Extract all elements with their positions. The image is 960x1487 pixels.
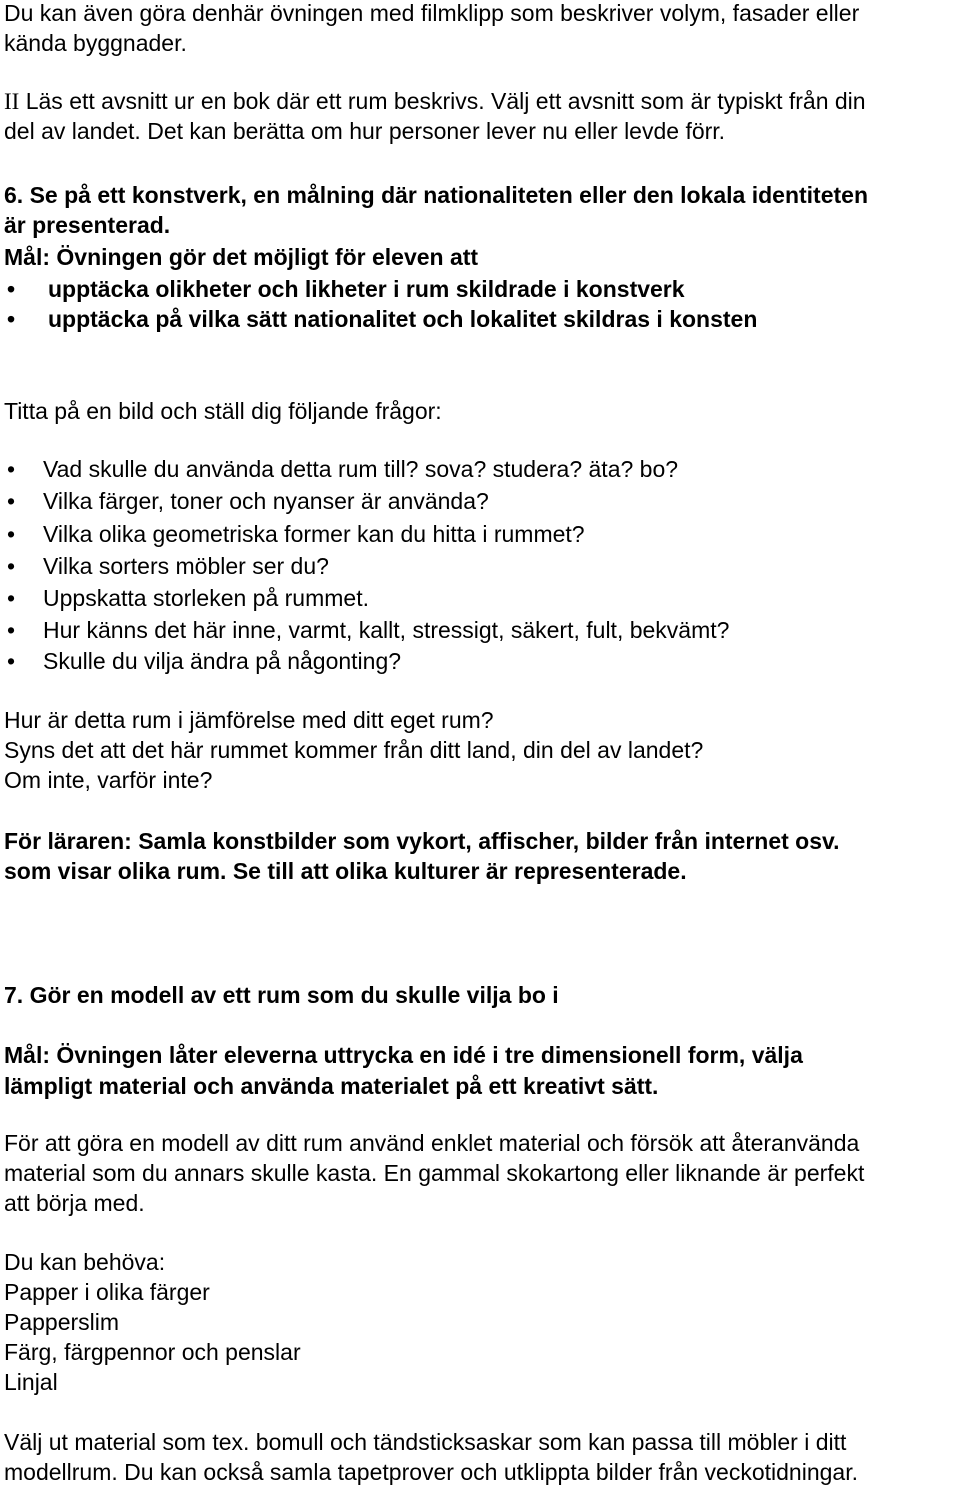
goal-bullet-text: upptäcka olikheter och likheter i rum skildrade i konstverk (48, 276, 685, 302)
question-text: Vilka färger, toner och nyanser är använda? (43, 488, 489, 514)
material-item-4: Linjal (4, 1369, 58, 1395)
question-text: Vad skulle du använda detta rum till? sova? studera? äta? bo? (43, 456, 679, 482)
question-text: Skulle du vilja ändra på någonting? (43, 648, 402, 674)
questions-prompt: Titta på en bild och ställ dig följande frågor: (4, 398, 442, 424)
bullet-icon: • (7, 648, 16, 674)
question-text: Hur känns det här inne, varmt, kallt, stressigt, säkert, fult, bekvämt? (43, 617, 730, 643)
intro-line-4: del av landet. Det kan berätta om hur personer lever nu eller levde förr. (4, 118, 726, 144)
question-text: Vilka sorters möbler ser du? (43, 553, 329, 579)
bullet-icon: • (7, 488, 16, 514)
teacher-note-line-1: För läraren: Samla konstbilder som vykort, affischer, bilder från internet osv. (4, 828, 840, 854)
closing-line-2: modellrum. Du kan också samla tapetprover och utklippta bilder från veckotidningar. (4, 1459, 858, 1485)
intro-line-3 (4, 86, 956, 117)
goal-bullet-text: upptäcka på vilka sätt nationalitet och lokalitet skildras i konsten (48, 306, 758, 332)
bullet-icon: • (7, 617, 16, 643)
section-6-goal: Mål: Övningen gör det möjligt för eleven att (4, 244, 479, 270)
question-text: Vilka olika geometriska former kan du hitta i rummet? (43, 521, 585, 547)
section-6-heading-line-1: 6. Se på ett konstverk, en målning där nationaliteten eller den lokala identiteten (4, 182, 869, 208)
bullet-icon: • (7, 585, 16, 611)
intro-line-2: kända byggnader. (4, 30, 187, 56)
bullet-icon: • (7, 456, 16, 482)
bullet-icon: • (7, 276, 16, 302)
instructions-line-3: att börja med. (4, 1190, 145, 1216)
compare-line-2: Syns det att det här rummet kommer från ditt land, din del av landet? (4, 737, 704, 763)
bullet-icon: • (7, 306, 16, 332)
section-6-heading-line-2: är presenterad. (4, 212, 171, 238)
closing-line-1: Välj ut material som tex. bomull och tändsticksaskar som kan passa till möbler i ditt (4, 1429, 847, 1455)
compare-line-1: Hur är detta rum i jämförelse med ditt eget rum? (4, 707, 494, 733)
material-item-3: Färg, färgpennor och penslar (4, 1339, 301, 1365)
compare-line-3: Om inte, varför inte? (4, 767, 213, 793)
section-7-goal-line-2: lämpligt material och använda materialet på ett kreativt sätt. (4, 1073, 659, 1099)
teacher-note-line-2: som visar olika rum. Se till att olika kulturer är representerade. (4, 858, 687, 884)
intro-line-3-text: Läs ett avsnitt ur en bok där ett rum beskrivs. Välj ett avsnitt som är typiskt från din (19, 88, 866, 114)
roman-numeral-marker: II (4, 89, 20, 114)
intro-line-1: Du kan även göra denhär övningen med filmklipp som beskriver volym, fasader eller (4, 0, 860, 26)
materials-heading: Du kan behöva: (4, 1249, 166, 1275)
bullet-icon: • (7, 553, 16, 579)
bullet-icon: • (7, 521, 16, 547)
instructions-line-1: För att göra en modell av ditt rum använd enklet material och försök att återanvända (4, 1130, 860, 1156)
question-text: Uppskatta storleken på rummet. (43, 585, 369, 611)
section-7-goal-line-1: Mål: Övningen låter eleverna uttrycka en idé i tre dimensionell form, välja (4, 1042, 803, 1068)
material-item-1: Papper i olika färger (4, 1279, 210, 1305)
material-item-2: Papperslim (4, 1309, 120, 1335)
instructions-line-2: material som du annars skulle kasta. En gammal skokartong eller liknande är perfekt (4, 1160, 865, 1186)
section-7-heading: 7. Gör en modell av ett rum som du skulle vilja bo i (4, 982, 559, 1008)
